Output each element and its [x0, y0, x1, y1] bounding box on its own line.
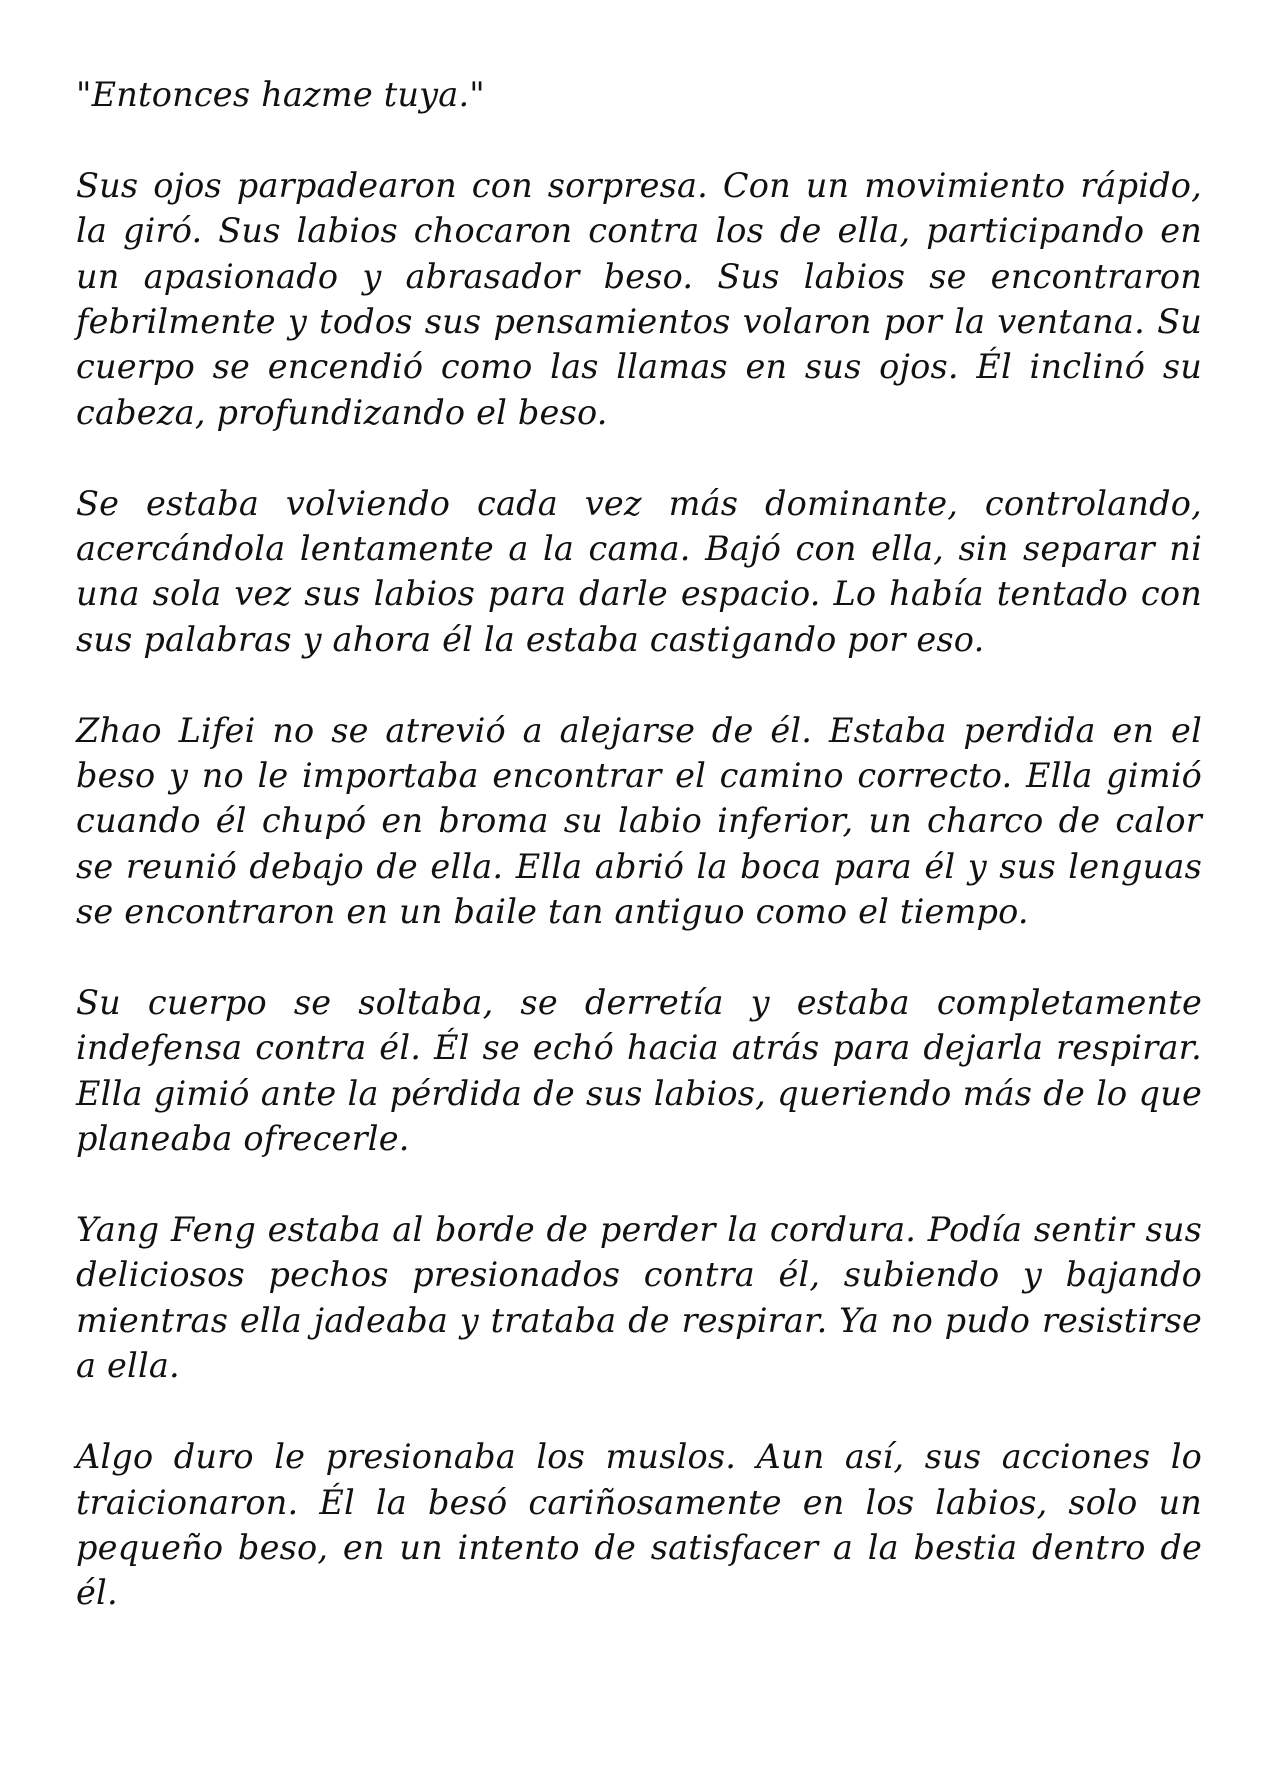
paragraph: Yang Feng estaba al borde de perder la cordura. Podía sentir sus deliciosos pechos presionados contra él, subiendo y bajando mientras ella jadeaba y trataba de respirar. Ya no pudo resistirse a ella. — [76, 1210, 1202, 1386]
document-page — [76, 72, 1202, 1661]
paragraph: Su cuerpo se soltaba, se derretía y estaba completamente indefensa contra él. Él se echó hacia atrás para dejarla respirar. Ella gimió ante la pérdida de sus labios, queriendo más de lo que planeaba ofrecerle. — [76, 983, 1202, 1159]
paragraph: Se estaba volviendo cada vez más dominante, controlando, acercándola lentamente a la cama. Bajó con ella, sin separar ni una sola vez sus labios para darle espacio. Lo había tentado con sus palabras y ahora él la estaba castigando por eso. — [76, 483, 1202, 659]
paragraph: Sus ojos parpadearon con sorpresa. Con un movimiento rápido, la giró. Sus labios chocaron contra los de ella, participando en un apasionado y abrasador beso. Sus labios se encontraron febrilmente y todos sus pensamientos volaron por la ventana. Su cuerpo se encendió como las llamas en sus ojos. Él inclinó su cabeza, profundizando el beso. — [76, 165, 1202, 432]
paragraph-dialogue: "Entonces hazme tuya." — [76, 75, 485, 114]
paragraph: Zhao Lifei no se atrevió a alejarse de él. Estaba perdida en el beso y no le importaba encontrar el camino correcto. Ella gimió cuando él chupó en broma su labio inferior, un charco de calor se reunió debajo de ella. Ella abrió la boca para él y sus lenguas se encontraron en un baile tan antiguo como el tiempo. — [76, 710, 1202, 932]
paragraph: Algo duro le presionaba los muslos. Aun así, sus acciones lo traicionaron. Él la besó cariñosamente en los labios, solo un pequeño beso, en un intento de satisfacer a la bestia dentro de él. — [76, 1437, 1202, 1613]
